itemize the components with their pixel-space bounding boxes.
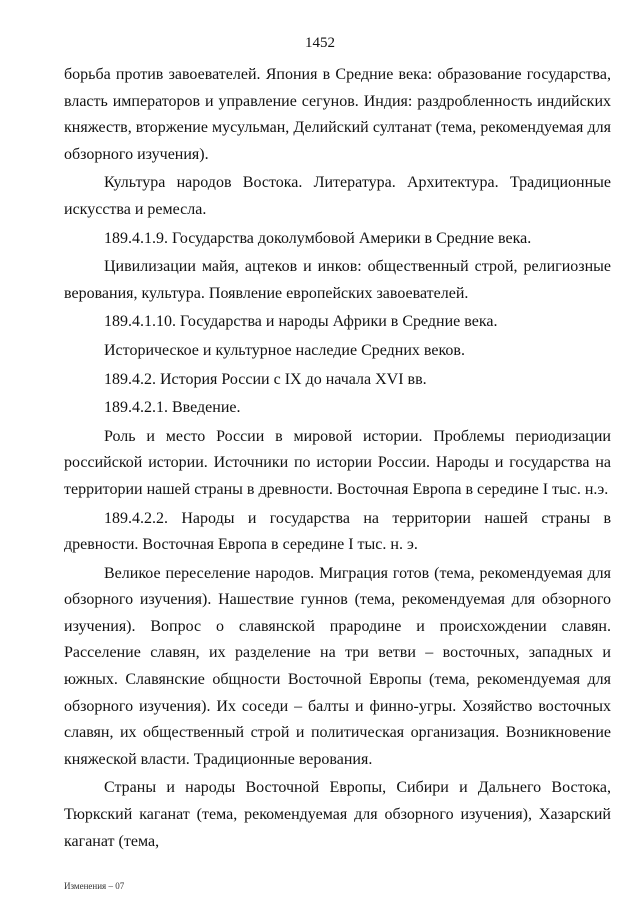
paragraph: Великое переселение народов. Миграция готов (тема, рекомендуемая для обзорного изучения). Нашествие гуннов (тема, рекомендуемая для обзорного изучения). Вопрос о славянской прародине и происхождении славян. Расселение славян, их разделение на три ветви – восточных, западных и южных. Славянские общности Восточной Европы (тема, рекомендуемая для обзорного изучения). Их соседи – балты и финно-угры. Хозяйство восточных славян, их общественный строй и политическая организация. Возникновение княжеской власти. Традиционные верования.: [64, 564, 611, 768]
section-heading: 189.4.2.1. Введение.: [104, 399, 241, 417]
document-body: [64, 62, 611, 857]
paragraph: Культура народов Востока. Литература. Архитектура. Традиционные искусства и ремесла.: [64, 174, 611, 218]
paragraph: Историческое и культурное наследие Средних веков.: [104, 341, 465, 359]
footer-note: Изменения – 07: [64, 881, 125, 891]
section-heading: 189.4.2. История России с IX до начала XVI вв.: [104, 370, 427, 388]
page-number: 1452: [305, 35, 335, 51]
section-heading: 189.4.2.2. Народы и государства на территории нашей страны в древности. Восточная Европа в середине I тыс. н. э.: [64, 509, 611, 554]
section-heading: 189.4.1.9. Государства доколумбовой Америки в Средние века.: [104, 229, 532, 247]
paragraph: Страны и народы Восточной Европы, Сибири и Дальнего Востока, Тюркский каганат (тема, рекомендуемая для обзорного изучения), Хазарский каганат (тема,: [64, 779, 611, 850]
paragraph: Роль и место России в мировой истории. Проблемы периодизации российской истории. Источники по истории России. Народы и государства на территории нашей страны в древности. Восточная Европа в середине I тыс. н.э.: [64, 427, 611, 498]
paragraph: борьба против завоевателей. Япония в Средние века: образование государства, власть императоров и управление сегунов. Индия: раздробленность индийских княжеств, вторжение мусульман, Делийский султанат (тема, рекомендуемая для обзорного изучения).: [64, 66, 611, 163]
paragraph: Цивилизации майя, ацтеков и инков: общественный строй, религиозные верования, культура. Появление европейских завоевателей.: [64, 258, 611, 302]
section-heading: 189.4.1.10. Государства и народы Африки в Средние века.: [104, 313, 498, 331]
